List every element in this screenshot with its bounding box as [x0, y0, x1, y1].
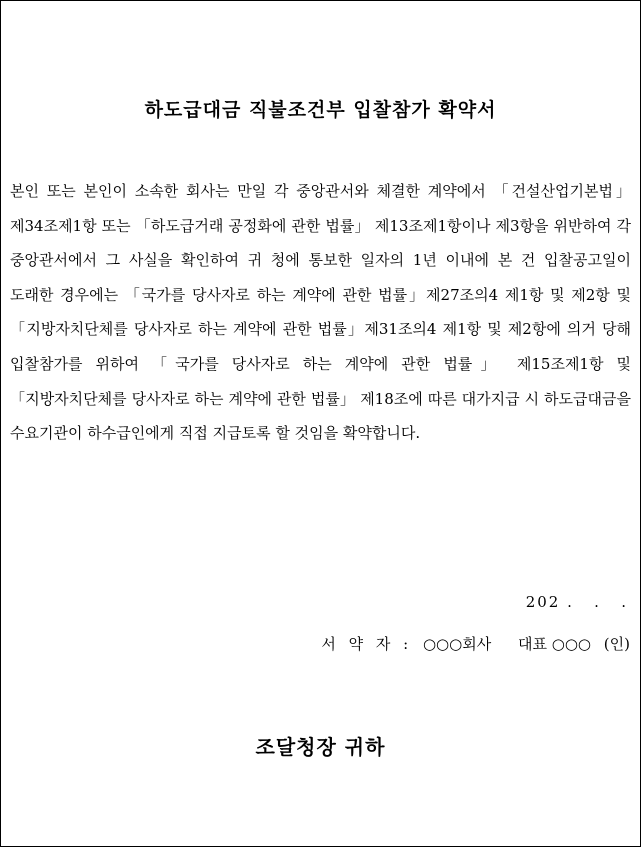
signer-label: 서 약 자 : [321, 635, 413, 653]
document-title: 하도급대금 직불조건부 입찰참가 확약서 [144, 99, 497, 121]
pledge-date: 202 . . . [525, 593, 628, 611]
pledge-body-text: 본인 또는 본인이 소속한 회사는 만일 각 중앙관서와 체결한 계약에서 「건설산업기본법」제34조제1항 또는 「하도급거래 공정화에 관한 법률」 제13조제1항이나 제3항을 위반하여 각 중앙관서에서 그 사실을 확인하여 귀 청에 통보한 일자의 1년 이내에 본 건 입찰공고일이 도래한 경우에는 「국가를 당사자로 하는 계약에 관한 법률」제27조의4 제1항 및 제2항 및 「지방자치단체를 당사자로 하는 계약에 관한 법률」제31조의4 제1항 및 제2항에 의거 당해 입찰참가를 위하여 「국가를 당사자로 하는 계약에 관한 법률」 제15조제1항 및 「지방자치단체를 당사자로 하는 계약에 관한 법률」 제18조에 따른 대가지급 시 하도급대금을 수요기관이 하수급인에게 직접 지급토록 할 것임을 확약합니다. [10, 182, 631, 443]
addressee: 조달청장 귀하 [255, 735, 386, 759]
signer-representative: 대표 ○○○ [518, 635, 592, 653]
signer-company: ○○○회사 [422, 635, 492, 653]
signer-seal: (인) [603, 635, 630, 653]
signer-line [321, 633, 630, 654]
